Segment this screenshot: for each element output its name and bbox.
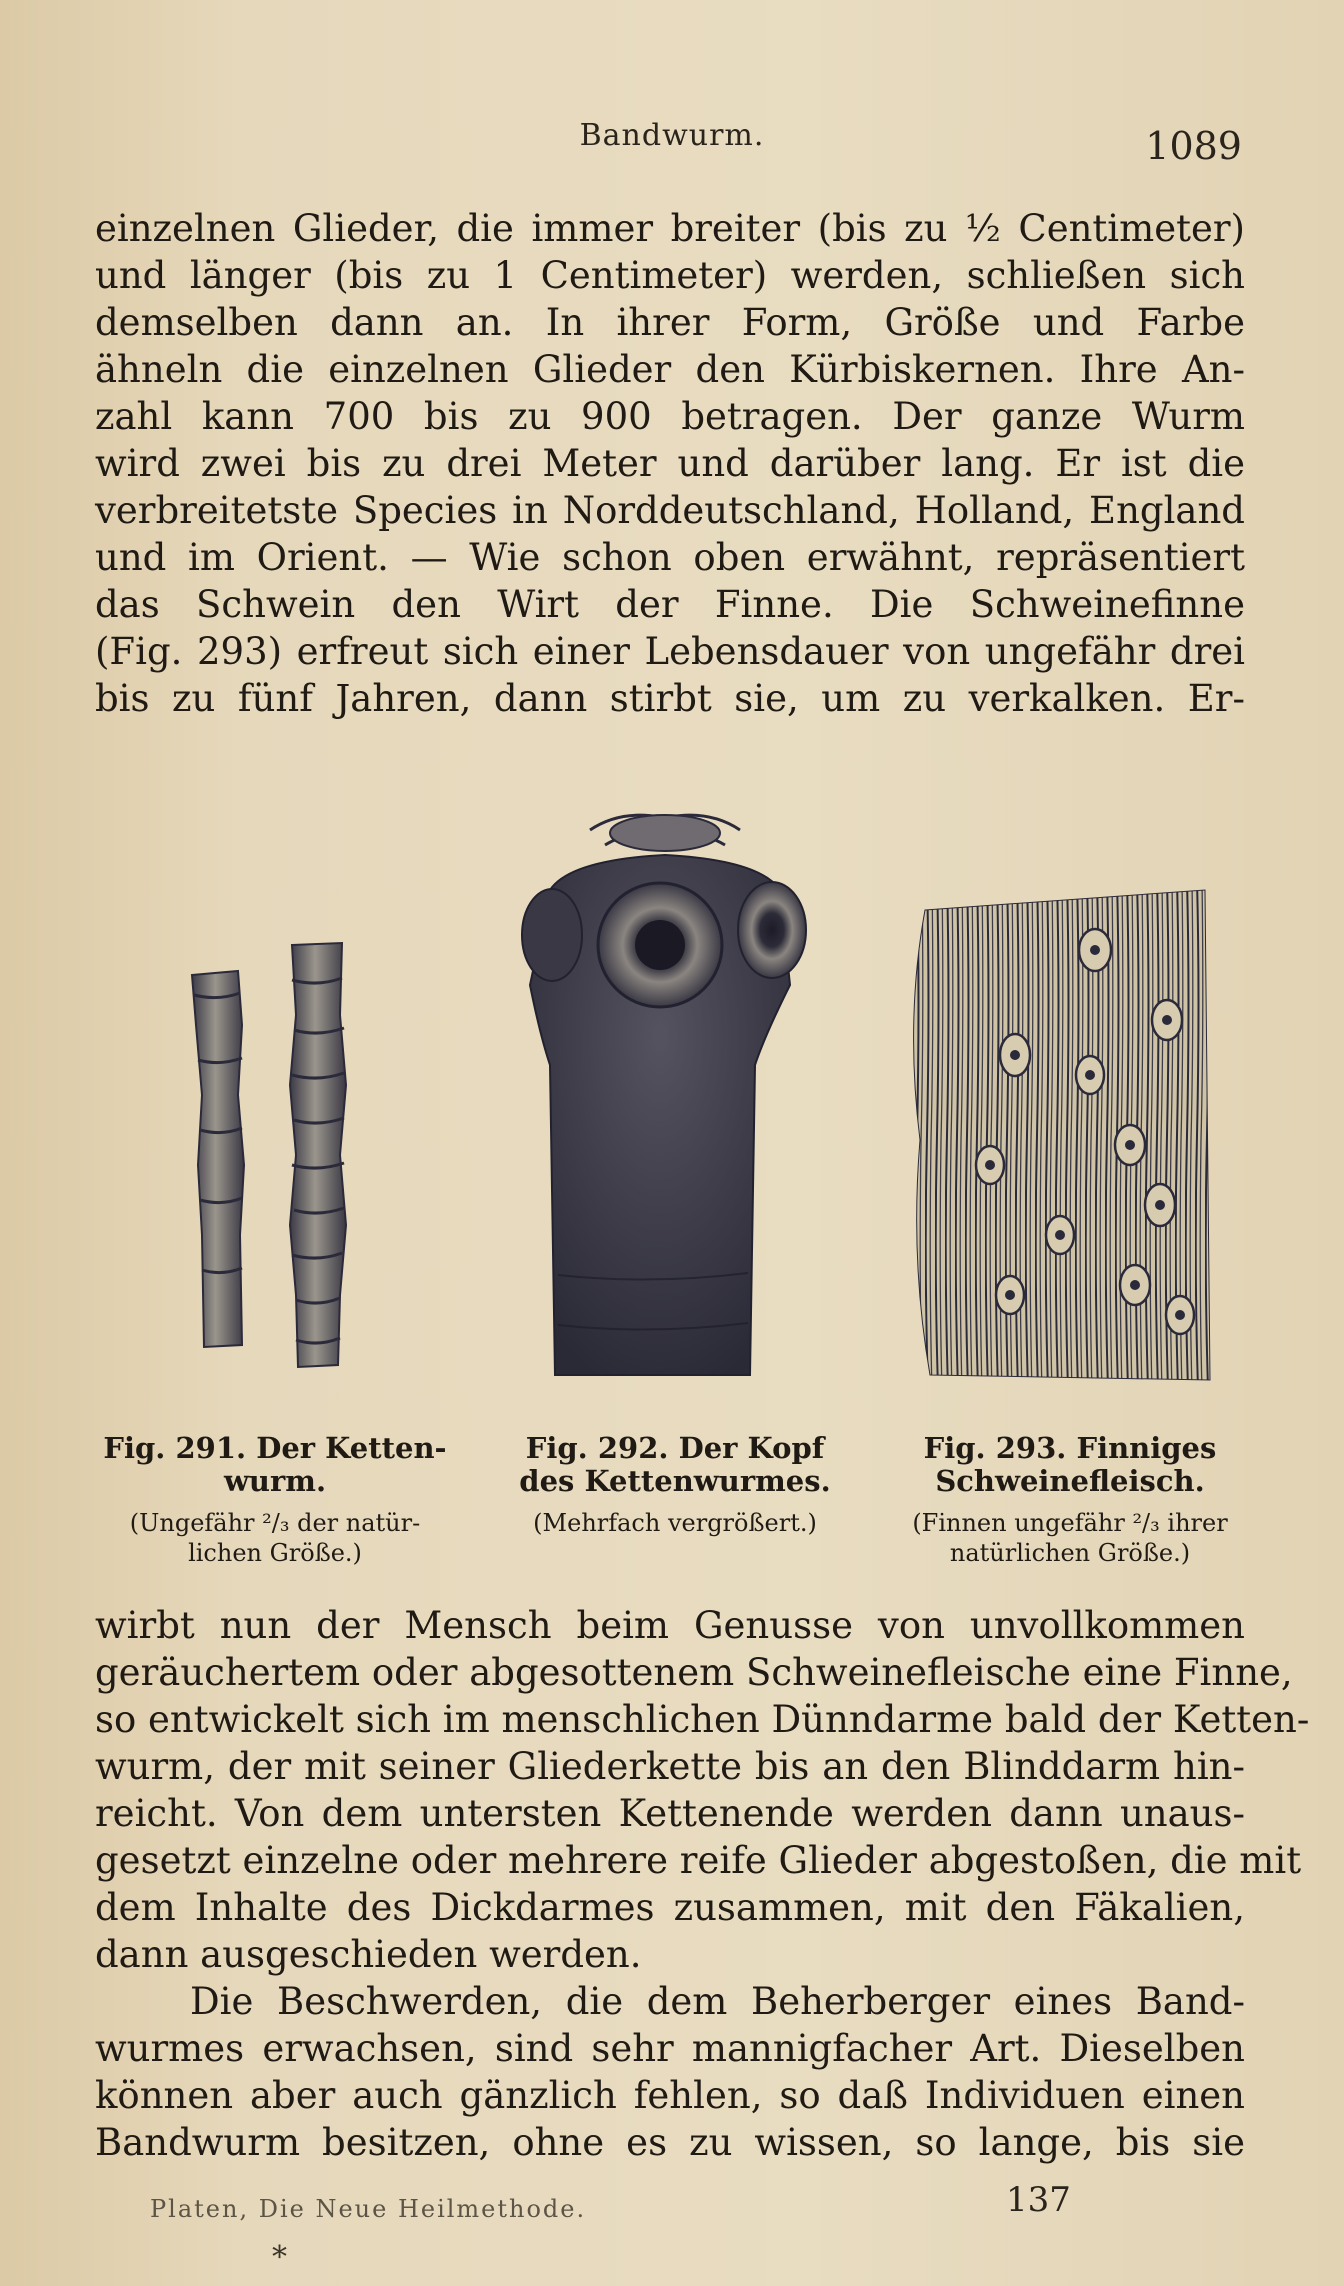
text-line: bis zu fünf Jahren, dann stirbt sie, um zu verkalken. Er- <box>95 677 1245 720</box>
text-line: demselben dann an. In ihrer Form, Größe und Farbe <box>95 301 1245 344</box>
figure-293-title-line2: Schweinefleisch. <box>935 1464 1205 1498</box>
figure-292-note-line1: (Mehrfach vergrößert.) <box>533 1509 817 1537</box>
text-line: verbreitetste Species in Norddeutschland, Holland, England <box>95 489 1245 532</box>
text-line: ähneln die einzelnen Glieder den Kürbiskernen. Ihre An- <box>95 348 1245 391</box>
running-title: Bandwurm. <box>579 118 765 153</box>
text-line: wurm, der mit seiner Gliederkette bis an den Blinddarm hin- <box>95 1745 1245 1788</box>
text-line: einzelnen Glieder, die immer breiter (bis zu ½ Centimeter) <box>95 207 1245 250</box>
text-line: zahl kann 700 bis zu 900 betragen. Der ganze Wurm <box>95 395 1245 438</box>
figure-292-caption <box>485 1432 865 1538</box>
footer-asterisk: * <box>272 2240 287 2275</box>
tapeworm-chain-illustration <box>180 935 360 1375</box>
text-line: dann ausgeschieden werden. <box>95 1933 642 1976</box>
figure-291-title-line1: Fig. 291. Der Ketten- <box>103 1431 447 1465</box>
text-line: Die Beschwerden, die dem Beherberger eines Band- <box>190 1980 1245 2023</box>
text-line: dem Inhalte des Dickdarmes zusammen, mit den Fäkalien, <box>95 1886 1245 1929</box>
figure-291-note-line2: lichen Größe.) <box>188 1539 362 1567</box>
body-paragraph-bottom <box>95 1602 1310 2166</box>
text-line: wirbt nun der Mensch beim Genusse von unvollkommen <box>95 1604 1245 1647</box>
text-line: (Fig. 293) erfreut sich einer Lebensdauer von ungefähr drei <box>95 630 1245 673</box>
signature-line: Platen, Die Neue Heilmethode. <box>150 2195 587 2223</box>
text-line: reicht. Von dem untersten Kettenende werden dann unaus- <box>95 1792 1245 1835</box>
figure-293-title-line1: Fig. 293. Finniges <box>923 1431 1217 1465</box>
text-line: wurmes erwachsen, sind sehr mannigfacher Art. Dieselben <box>95 2027 1245 2070</box>
figure-293-note-line2: natürlichen Größe.) <box>949 1539 1191 1567</box>
figure-292-title-line1: Fig. 292. Der Kopf <box>525 1431 825 1465</box>
text-line: so entwickelt sich im menschlichen Dünndarme bald der Ketten- <box>95 1698 1310 1741</box>
page-number: 1089 <box>1145 124 1242 168</box>
sheet-number: 137 <box>1006 2180 1071 2220</box>
text-line: das Schwein den Wirt der Finne. Die Schweinefinne <box>95 583 1245 626</box>
body-paragraph-top <box>95 205 1245 722</box>
tapeworm-head-illustration <box>510 805 820 1385</box>
text-line: geräuchertem oder abgesottenem Schweinefleische eine Finne, <box>95 1651 1293 1694</box>
figure-291-note-line1: (Ungefähr ²/₃ der natür- <box>129 1509 421 1537</box>
figure-291-title-line2: wurm. <box>223 1464 327 1498</box>
figure-293-note-line1: (Finnen ungefähr ²/₃ ihrer <box>912 1509 1228 1537</box>
text-line: gesetzt einzelne oder mehrere reife Glieder abgestoßen, die mit <box>95 1839 1302 1882</box>
figure-293-caption <box>880 1432 1260 1568</box>
text-line: und im Orient. — Wie schon oben erwähnt, repräsentiert <box>95 536 1245 579</box>
text-line: können aber auch gänzlich fehlen, so daß Individuen einen <box>95 2074 1245 2117</box>
measly-pork-illustration <box>905 880 1215 1390</box>
text-line: wird zwei bis zu drei Meter und darüber lang. Er ist die <box>95 442 1245 485</box>
text-line: und länger (bis zu 1 Centimeter) werden, schließen sich <box>95 254 1245 297</box>
figure-292-title-line2: des Kettenwurmes. <box>519 1464 831 1498</box>
figure-291-caption <box>90 1432 460 1568</box>
text-line: Bandwurm besitzen, ohne es zu wissen, so lange, bis sie <box>95 2121 1245 2164</box>
